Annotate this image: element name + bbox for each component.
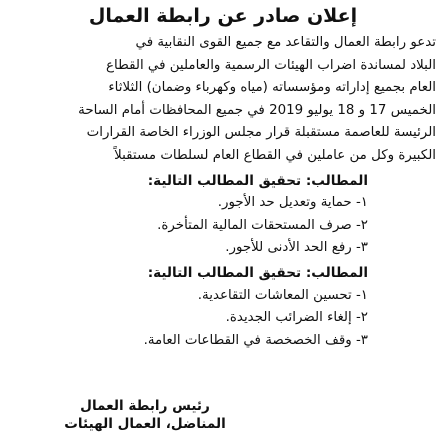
demands-section-2 [10,262,436,352]
signature-subtitle: المناضل، العمال الهيئات [64,416,226,432]
signature-block [30,397,260,433]
section-heading: المطالب: تحقيق المطالب التالية: [147,264,368,281]
list-item: ٢- إلغاء الضرائب الجديدة. [225,310,368,326]
list-item: ١- تحسين المعاشات التقاعدية. [197,287,368,303]
demands-list [10,285,368,353]
paragraph-line: تدعو رابطة العمال والتقاعد مع جميع القوى النقابية في [135,35,436,50]
section-heading: المطالب: تحقيق المطالب التالية: [147,172,368,189]
paragraph-line: العام بجميع إداراته ومؤسساته (مياه وكهرباء وضمان) الثلاثاء [108,80,436,96]
list-item: ٣- وقف الخصخصة في القطاعات العامة. [143,332,368,348]
paragraph-line: الخميس 17 و 18 يوليو 2019 في جميع المحافظات أمام الساحة [78,102,436,118]
paragraph-line: الكبيرة وكل من عاملين في القطاع العام لسلطات مستقبلاً [114,147,436,163]
list-item: ٣- رفع الحد الأدنى للأجور. [225,240,368,256]
paragraph-line: الرئيسة للعاصمة مستقبلة قرار مجلس الوزراء الخاصة القرارات [86,125,436,141]
announcement-paragraph [10,32,436,168]
list-item: ١- حماية وتعديل حد الأجور. [217,195,368,211]
list-item: ٢- صرف المستحقات المالية المتأخرة. [157,217,368,233]
demands-list [10,192,368,260]
demands-section-1 [10,170,436,260]
signature-title: رئيس رابطة العمال [80,398,210,414]
paragraph-line: البلاد لمساندة اضراب الهيئات الرسمية والعاملين في القطاع [106,57,436,73]
announcement-title: إعلان صادر عن رابطة العمال [88,5,358,27]
